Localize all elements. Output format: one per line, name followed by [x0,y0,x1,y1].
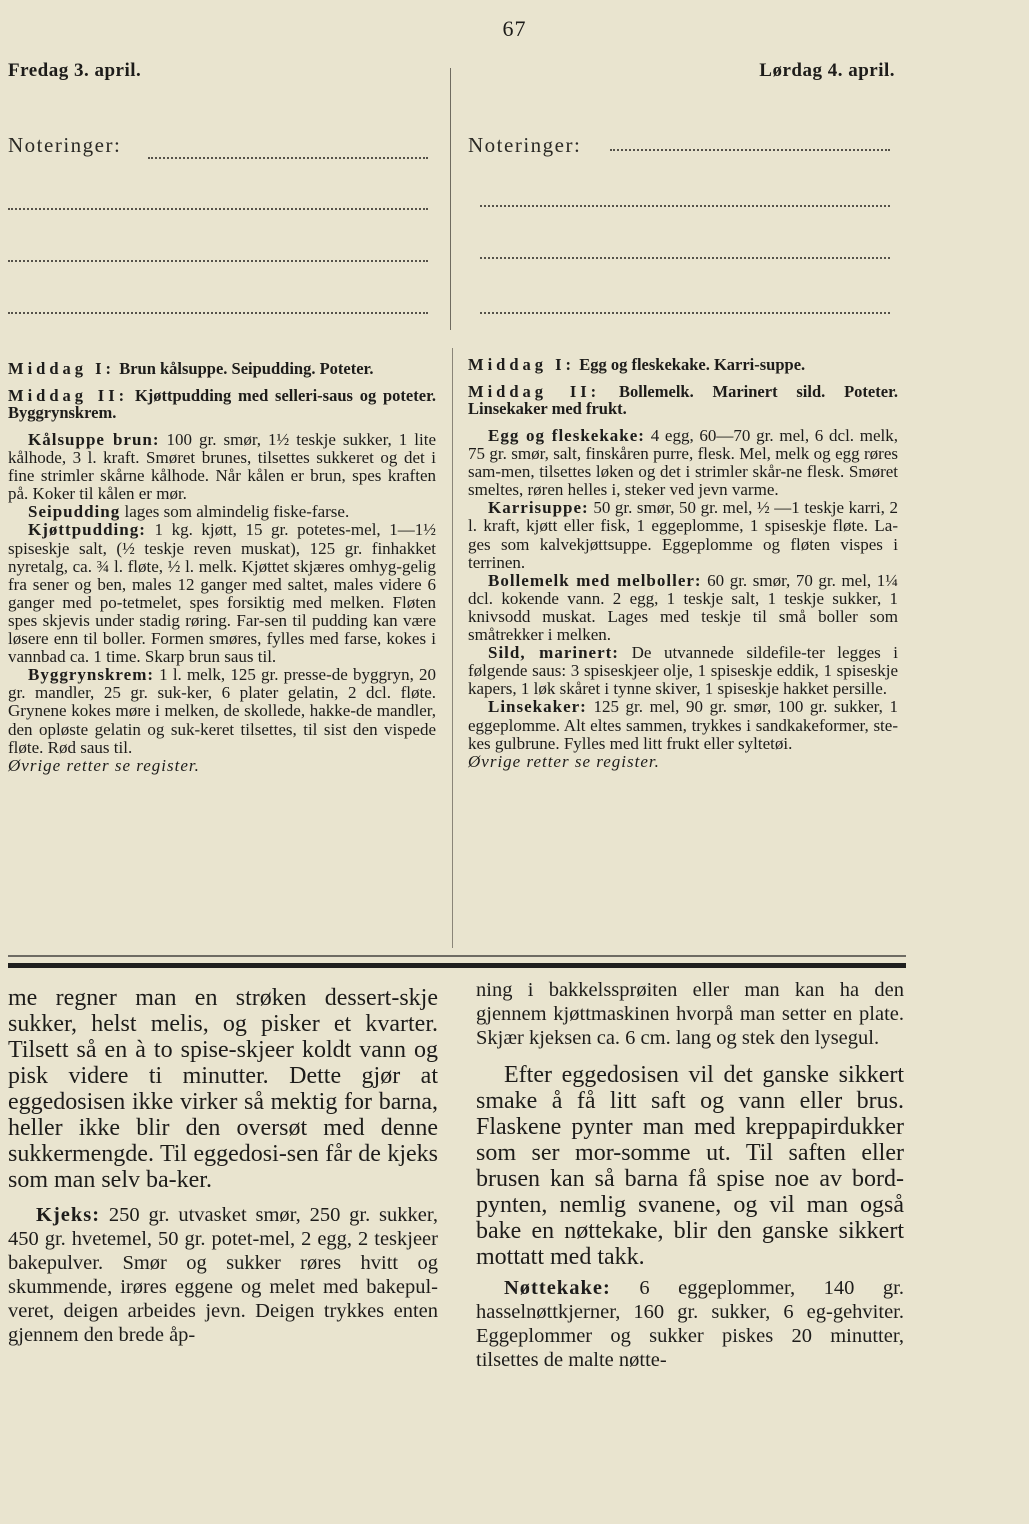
left-recipe-kalsuppe: Kålsuppe brun: 100 gr. smør, 1½ teskje sukker, 1 lite kålhode, 3 l. kraft. Smøret brunes, tilsettes sukkeret og det i fine strimler skårne kålhode. Når kålen er brun, spes kraften på. Koker til kålen er mør. [8,430,436,504]
left-day-header: Fredag 3. april. [8,60,142,81]
left-notes-line-2 [8,208,428,210]
section-rule-thin [8,955,906,957]
bottom-right-recipe-nottekake: Nøttekake: 6 eggeplommer, 140 gr. hasselnøttkjerner, 160 gr. sukker, 6 eg-gehviter. Eggeplommer og sukker piskes 20 minutter, tilsettes de malte nøtte- [476,1277,904,1371]
bottom-right-paragraph: Efter eggedosisen vil det ganske sikkert smake å få litt saft og vann eller brus. Flaskene pynter man med kreppapirdukker som ser mor-somme ut. Til saften eller brusen kan så barna få spise noe av bord-pynten, nemlig svanene, og vil man også bake en nøttekake, blir den ganske sikkert mottatt med takk. [476,1062,904,1270]
section-rule-thick [8,963,906,968]
bottom-right-continuation: ning i bakkelssprøiten eller man kan ha den gjennem kjøttmaskinen hvorpå man setter en plate. Skjær kjeksen ca. 6 cm. lang og stek den lysegul. [476,979,904,1049]
left-notes-line-4 [8,312,428,314]
right-recipe-fleskekake: Egg og fleskekake: 4 egg, 60—70 gr. mel, 6 dcl. melk, 75 gr. smør, salt, finskåren purre, flesk. Mel, melk og egg røres sam-men, tilsettes løken og det i strimler skår-ne flesk. Smøret smeltes, røren helles i, steker ved jevn varme. [468,426,899,500]
right-notes-line-1 [610,149,890,151]
right-menu-1: Middag I: Egg og fleskekake. Karri-suppe. [468,355,806,374]
left-notes-line-3 [8,260,428,262]
right-recipe-sild: Sild, marinert: De utvannede sildefile-ter legges i følgende saus: 3 spiseskjeer olje, 1 spiseskje eddik, 1 spiseskje kapers, 1 løk skåret i tynne skiver, 1 spiseskje hakket persille. [468,643,899,699]
column-divider-menu [452,348,453,948]
bottom-left-recipe-kjeks: Kjeks: 250 gr. utvasket smør, 250 gr. sukker, 450 gr. hvetemel, 50 gr. potet-mel, 2 egg, 2 teskjeer bakepulver. Smør og sukker røres hvitt og skummende, irøres eggene og melet med bakepul-veret, deigen arbeides jevn. Deigen trykkes enten gjennem den brede åp- [8,1204,438,1346]
bottom-right-column [476,978,904,1372]
left-menu-1: Middag I: Brun kålsuppe. Seipudding. Poteter. [8,359,374,378]
left-notes-line-1 [148,157,428,159]
left-menu-2: Middag II: Kjøttpudding med selleri-saus og poteter. Byggrynskrem. [8,386,437,422]
page-number: 67 [502,16,527,41]
left-menu-column [8,360,436,775]
bottom-left-paragraph: me regner man en strøken dessert-skje sukker, helst melis, og pisker et kvarter. Tilsett så en à to spise-skjeer koldt vann og pisk videre ti minutter. Dette gjør at eggedosisen ikke virker så mektig for barna, heller ikke blir den oversøt med denne sukkermengde. Til eggedosi-sen får de kjeks som man selv ba-ker. [8,985,438,1193]
left-recipe-seipudding: Seipudding lages som almindelig fiske-farse. [28,502,350,522]
left-notes-label: Noteringer: [8,133,122,157]
right-menu-2: Middag II: Bollemelk. Marinert sild. Poteter. Linsekaker med frukt. [468,382,898,418]
right-notes-line-3 [480,257,890,259]
right-notes-line-2 [480,205,890,207]
right-recipe-bollemelk: Bollemelk med melboller: 60 gr. smør, 70 gr. mel, 1¼ dcl. kokende vann. 2 egg, 1 teskje salt, 1 teskje sukker, 1 knivsodd muskat. Lages med teskje til små boller som småtrekker i melken. [468,570,898,645]
left-footer-note: Øvrige retter se register. [8,755,200,775]
left-recipe-kjottpudding: Kjøttpudding: 1 kg. kjøtt, 15 gr. potetes-mel, 1—1½ spiseskje salt, (½ teskje reven muskat), 125 gr. finhakket nyretalg, ca. ¾ l. fløte, ½ l. melk. Kjøttet skjæres omhyg-gelig fra sener og ben, males 12 ganger med saltet, males videre 6 ganger med po-tetmelet, spes forsiktig med melken. Fløten spes skjevis under stadig røring. Far-sen til pudding kan være løsere enn til boller. Formen smøres, fylles med farse, kokes i vannbad ca. 1 time. Skarp brun saus til. [8,520,437,667]
right-day-header: Lørdag 4. april. [759,60,895,81]
right-recipe-linsekaker: Linsekaker: 125 gr. mel, 90 gr. smør, 100 gr. sukker, 1 eggeplomme. Alt eltes sammen, trykkes i sandkakeformer, ste-kes gulbrune. Fylles med litt frukt eller syltetøi. [468,697,899,753]
right-recipe-karrisuppe: Karrisuppe: 50 gr. smør, 50 gr. mel, ½ —1 teskje karri, 2 l. kraft, kjøtt eller fisk, 1 eggeplomme, 1 spiseskje fløte. La-ges som kalvekjøttsuppe. Eggeplomme og fløten vispes i terrinen. [468,498,898,572]
right-menu-column [468,356,898,771]
right-notes-label: Noteringer: [468,133,582,157]
right-footer-note: Øvrige retter se register. [468,751,660,771]
left-recipe-byggrynskrem: Byggrynskrem: 1 l. melk, 125 gr. presse-de byggryn, 20 gr. mandler, 25 gr. suk-ker, 6 plater gelatin, 2 dcl. fløte. Grynene kokes møre i melken, de skollede, hakke-de mandler, den opløste gelatin og suk-keret tilsettes, til sist den vispede fløte. Rød saus til. [8,665,436,757]
right-notes-line-4 [480,312,890,314]
bottom-left-column [8,985,438,1347]
column-divider-top [450,68,451,330]
